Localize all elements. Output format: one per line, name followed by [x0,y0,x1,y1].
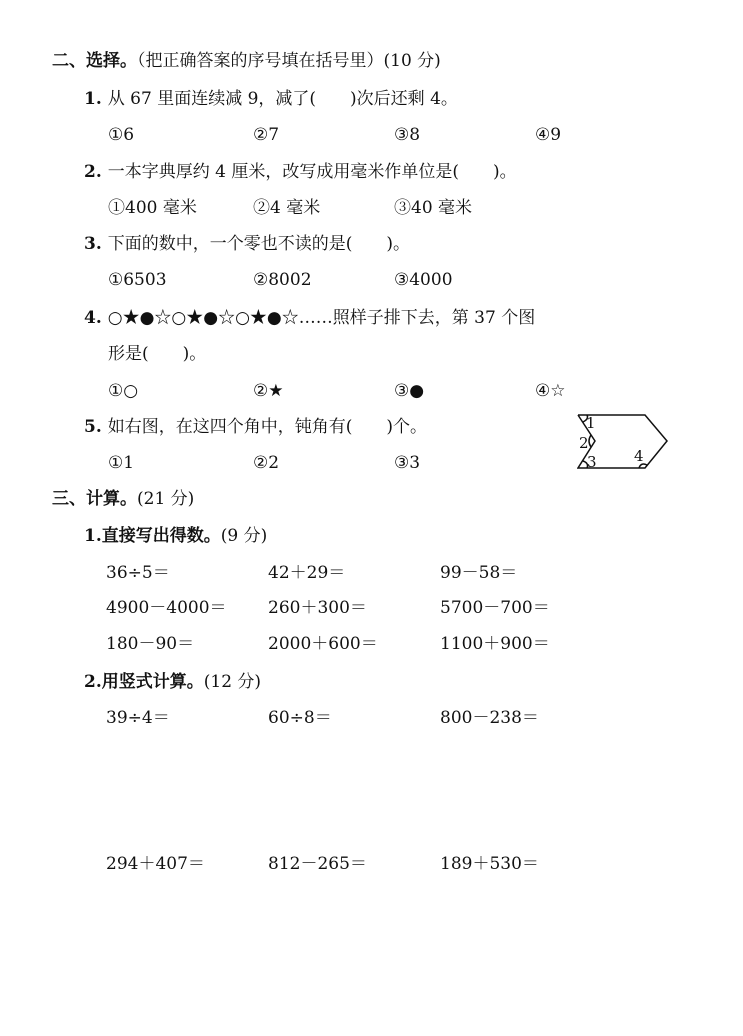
angle-label-4: 4 [634,447,644,465]
question-number: 2. [84,162,102,182]
question-4-continued: 形是( )。 [108,344,207,364]
question-5 [84,416,427,438]
section3-note: (21 分) [137,489,195,509]
vertical-calc-item: 60÷8＝ [268,708,332,728]
q4-option-1: ①○ [108,381,139,401]
q3-option-1: ①6503 [108,270,167,290]
q2-option-1: ①400 毫米 [108,198,197,218]
calc-item: 42＋29＝ [268,563,346,583]
question-number: 1. [84,89,102,109]
vertical-calc-item: 812－265＝ [268,854,367,874]
question-3 [84,233,410,255]
part1-number: 1. [84,526,102,546]
vertical-calc-item: 189＋530＝ [440,854,539,874]
vertical-calc-item: 800－238＝ [440,708,539,728]
q5-option-2: ②2 [253,453,280,473]
question-number: 3. [84,234,102,254]
calc-item: 99－58＝ [440,563,518,583]
q1-option-3: ③8 [394,125,421,145]
section2-note: （把正确答案的序号填在括号里）(10 分) [137,51,441,71]
part1-note: (9 分) [220,526,268,546]
q3-option-2: ②8002 [253,270,312,290]
vertical-calc-item: 294＋407＝ [106,854,205,874]
q1-option-1: ①6 [108,125,135,145]
question-text: ○★●☆○★●☆○★●☆……照样子排下去，第 37 个图 [107,308,536,328]
calc-item: 180－90＝ [106,634,195,654]
part2-number: 2. [84,672,102,692]
section3-header [52,488,194,510]
question-1 [84,88,458,110]
calc-item: 4900－4000＝ [106,598,227,618]
question-text: 如右图，在这四个角中，钝角有( )个。 [107,417,428,437]
part2-header [84,671,261,693]
section2-title: 二、选择。 [52,51,137,71]
angle-label-1: 1 [586,414,596,432]
q5-option-3: ③3 [394,453,421,473]
q1-option-4: ④9 [535,125,562,145]
calc-item: 1100＋900＝ [440,634,550,654]
section3-title: 三、计算。 [52,489,137,509]
part1-header [84,525,267,547]
section2-header [52,50,441,72]
q4-option-3: ③● [394,381,425,401]
q3-option-3: ③4000 [394,270,453,290]
q1-option-2: ②7 [253,125,280,145]
part2-title: 用竖式计算。 [101,672,204,692]
q4-option-4: ④☆ [535,381,566,401]
part1-title: 直接写出得数。 [101,526,221,546]
angle-figure [577,413,669,473]
question-text: 下面的数中，一个零也不读的是( )。 [107,234,411,254]
question-number: 5. [84,417,102,437]
q4-option-2: ②★ [253,381,284,401]
question-4 [84,307,535,329]
question-text: 从 67 里面连续减 9，减了( )次后还剩 4。 [107,89,458,109]
calc-item: 260＋300＝ [268,598,367,618]
calc-item: 2000＋600＝ [268,634,378,654]
calc-item: 5700－700＝ [440,598,550,618]
question-2 [84,161,517,183]
calc-item: 36÷5＝ [106,563,170,583]
q5-option-1: ①1 [108,453,135,473]
q2-option-2: ②4 毫米 [253,198,321,218]
angle-label-3: 3 [587,453,597,471]
angle-label-2: 2 [579,434,589,452]
q2-option-3: ③40 毫米 [394,198,473,218]
vertical-calc-item: 39÷4＝ [106,708,170,728]
question-text: 一本字典厚约 4 厘米，改写成用毫米作单位是( )。 [107,162,517,182]
question-number: 4. [84,308,102,328]
part2-note: (12 分) [203,672,262,692]
